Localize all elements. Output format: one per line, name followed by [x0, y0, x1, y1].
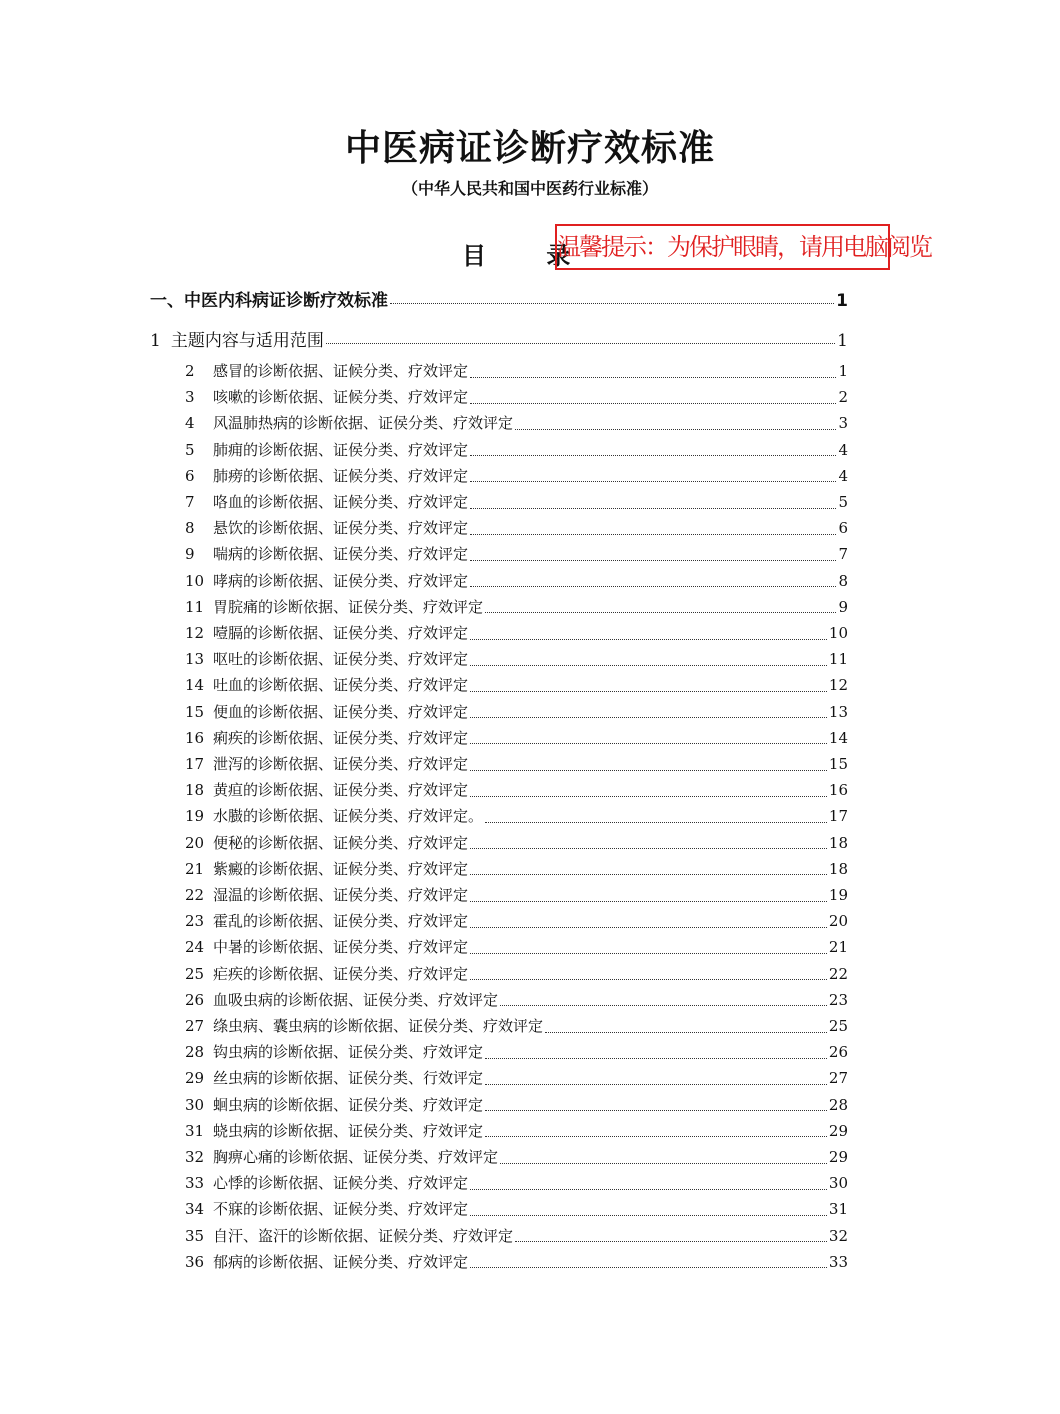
- toc-entry-number: 34: [185, 1200, 205, 1219]
- toc-entry[interactable]: [185, 517, 848, 541]
- toc-entry-page: 16: [828, 781, 848, 800]
- toc-entry-title: 郁病的诊断依据、证候分类、疗效评定: [213, 1252, 469, 1271]
- toc-entry[interactable]: [185, 465, 848, 489]
- toc-entry-title: 霍乱的诊断依据、证侯分类、疗效评定: [213, 912, 469, 931]
- toc-entry-page: 3: [838, 414, 848, 433]
- toc-dot-leader: [470, 953, 827, 954]
- toc-entry-page: 5: [838, 493, 848, 511]
- toc-entry[interactable]: [185, 1067, 848, 1091]
- toc-dot-leader: [470, 1267, 827, 1268]
- toc-entry-number: 26: [185, 990, 205, 1009]
- toc-entry[interactable]: [185, 858, 848, 882]
- toc-entry-page: 18: [828, 859, 848, 878]
- toc-entry-title: 水臌的诊断依据、证候分类、疗效评定。: [213, 807, 484, 826]
- toc-entry-page: 22: [828, 964, 848, 983]
- toc-dot-leader: [545, 1032, 827, 1033]
- toc-entry-title: 吐血的诊断依据、证侯分类、疗效评定: [213, 676, 469, 695]
- toc-entry-title: 蛔虫病的诊断依据、证侯分类、疗效评定: [213, 1095, 484, 1114]
- toc-entry-title: 咳嗽的诊断依据、证候分类、疗效评定: [213, 388, 469, 407]
- toc-entry-number: 18: [185, 781, 205, 800]
- toc-entry-title: 悬饮的诊断依据、证侯分类、疗效评定: [213, 519, 469, 538]
- toc-entry[interactable]: [185, 1251, 848, 1275]
- toc-dot-leader: [515, 1241, 827, 1242]
- toc-entry-number: 14: [185, 676, 205, 695]
- toc-entry-page: 29: [828, 1148, 848, 1166]
- toc-entry-title: 哮病的诊断依据、证侯分类、疗效评定: [213, 571, 469, 590]
- toc-entry[interactable]: [185, 989, 848, 1013]
- toc-entry-page: 28: [828, 1095, 848, 1114]
- toc-dot-leader: [485, 612, 836, 613]
- toc-entry[interactable]: [185, 386, 848, 410]
- toc-entry-page: 21: [828, 938, 848, 957]
- toc-entry-page: 19: [828, 886, 848, 904]
- toc-entry-number: 25: [185, 964, 205, 983]
- toc-dot-leader: [470, 848, 827, 849]
- toc-entry[interactable]: [185, 412, 848, 436]
- toc-entry-title: 肺痈的诊断依据、证侯分类、疗效评定: [213, 440, 469, 459]
- toc-entry-title: 黄疸的诊断依据、证侯分类、疗效评定: [213, 781, 469, 800]
- toc-entry-page: 27: [828, 1069, 848, 1088]
- toc-entry-number: 4: [185, 414, 195, 433]
- toc-entry-number: 27: [185, 1017, 205, 1035]
- toc-entry[interactable]: [185, 936, 848, 960]
- toc-entry-number: 16: [185, 728, 205, 747]
- toc-heading: 目 录: [462, 242, 597, 270]
- toc-entry[interactable]: [185, 674, 848, 698]
- toc-dot-leader: [470, 534, 836, 535]
- toc-entry-title: 中暑的诊断依据、证侯分类、疗效评定: [213, 938, 469, 957]
- toc-dot-leader: [390, 303, 834, 304]
- toc-dot-leader: [470, 586, 836, 587]
- toc-entry[interactable]: [185, 1120, 848, 1144]
- toc-entry-number: 29: [185, 1069, 205, 1088]
- toc-entry[interactable]: [150, 326, 848, 350]
- toc-entry[interactable]: [185, 570, 848, 594]
- toc-entry-title: 一、中医内科病证诊断疗效标准: [150, 291, 388, 311]
- toc-entry-number: 19: [185, 807, 205, 826]
- toc-entry-title: 痢疾的诊断依据、证侯分类、疗效评定: [213, 728, 469, 747]
- toc-dot-leader: [470, 743, 827, 744]
- toc-entry-number: 7: [185, 493, 195, 511]
- toc-entry-page: 2: [838, 388, 848, 407]
- toc-entry-number: 11: [185, 597, 205, 616]
- toc-entry-title: 胸痹心痛的诊断依据、证侯分类、疗效评定: [213, 1148, 499, 1166]
- toc-entry-title: 丝虫病的诊断依据、证侯分类、行效评定: [213, 1069, 484, 1088]
- toc-entry-number: 31: [185, 1121, 205, 1140]
- toc-entry[interactable]: [185, 648, 848, 672]
- toc-entry-number: 20: [185, 833, 205, 852]
- toc-entry[interactable]: [185, 491, 848, 515]
- toc-entry-number: 2: [185, 362, 195, 380]
- toc-entry-page: 26: [828, 1043, 848, 1062]
- toc-entry-title: 不寐的诊断依据、证候分类、疗效评定: [213, 1200, 469, 1219]
- toc-entry-title: 风温肺热病的诊断依据、证侯分类、疗效评定: [213, 414, 514, 433]
- toc-dot-leader: [470, 691, 827, 692]
- toc-dot-leader: [470, 874, 827, 875]
- toc-entry-page: 7: [838, 545, 848, 564]
- toc-entry[interactable]: [185, 1146, 848, 1170]
- toc-entry-title: 湿温的诊断依据、证侯分类、疗效评定: [213, 886, 469, 904]
- toc-entry-number: 36: [185, 1252, 205, 1271]
- toc-entry-title: 心悸的诊断依据、证候分类、疗效评定: [213, 1174, 469, 1193]
- toc-entry-number: 6: [185, 466, 195, 485]
- toc-entry[interactable]: [185, 963, 848, 987]
- toc-dot-leader: [485, 1110, 827, 1111]
- toc-entry-title: 呕吐的诊断依据、证侯分类、疗效评定: [213, 650, 469, 669]
- toc-entry-title: 紫癜的诊断依据、证候分类、疗效评定: [213, 859, 469, 878]
- toc-entry-number: 15: [185, 702, 205, 721]
- toc-entry-page: 23: [828, 990, 848, 1009]
- toc-entry-page: 33: [828, 1252, 848, 1271]
- toc-entry-page: 13: [828, 702, 848, 721]
- toc-entry-page: 1: [838, 362, 848, 380]
- toc-entry-title: 泄泻的诊断依据、证侯分类、疗效评定: [213, 755, 469, 773]
- toc-entry-title: 绦虫病、囊虫病的诊断依据、证侯分类、疗效评定: [213, 1017, 544, 1035]
- toc-entry-page: 4: [838, 440, 848, 459]
- toc-entry-title: 血吸虫病的诊断依据、证侯分类、疗效评定: [213, 990, 499, 1009]
- toc-entry-page: 20: [828, 912, 848, 931]
- toc-entry-title: 便血的诊断依据、证侯分类、疗效评定: [213, 702, 469, 721]
- toc-dot-leader: [485, 1058, 827, 1059]
- toc-entry[interactable]: [185, 1094, 848, 1118]
- toc-entry-number: 33: [185, 1174, 205, 1193]
- toc-dot-leader: [470, 979, 827, 980]
- toc-dot-leader: [485, 822, 827, 823]
- toc-entry-number: 17: [185, 755, 205, 773]
- toc-entry[interactable]: [185, 805, 848, 829]
- toc-entry-page: 15: [828, 755, 848, 773]
- toc-entry-page: 10: [828, 624, 848, 642]
- toc-entry-page: 1: [836, 291, 848, 311]
- toc-entry[interactable]: [185, 910, 848, 934]
- toc-entry-number: 8: [185, 519, 195, 538]
- toc-entry[interactable]: [185, 701, 848, 725]
- toc-entry-page: 14: [828, 728, 848, 747]
- toc-dot-leader: [485, 1136, 827, 1137]
- toc-entry[interactable]: [185, 884, 848, 908]
- toc-entry-number: 24: [185, 938, 205, 957]
- toc-entry-number: 5: [185, 440, 195, 459]
- toc-dot-leader: [470, 481, 836, 482]
- toc-entry[interactable]: [185, 1041, 848, 1065]
- toc-entry-number: 32: [185, 1148, 205, 1166]
- toc-entry-page: 32: [828, 1226, 848, 1245]
- toc-entry-page: 12: [828, 676, 848, 695]
- toc-dot-leader: [470, 455, 836, 456]
- toc-entry-title: 主题内容与适用范围: [170, 331, 324, 351]
- toc-dot-leader: [500, 1005, 827, 1006]
- eye-care-notice: 温馨提示：为保护眼睛，请用电脑阅览: [555, 224, 890, 270]
- toc-dot-leader: [515, 429, 836, 430]
- toc-dot-leader: [470, 901, 827, 902]
- toc-entry-page: 17: [828, 807, 848, 826]
- toc-dot-leader: [326, 343, 835, 344]
- toc-entry-title: 感冒的诊断依据、证候分类、疗效评定: [213, 362, 469, 380]
- toc-entry-number: 10: [185, 571, 205, 590]
- toc-entry-page: 6: [838, 519, 848, 538]
- toc-dot-leader: [470, 377, 836, 378]
- toc-entry[interactable]: [185, 439, 848, 463]
- toc-dot-leader: [470, 1215, 827, 1216]
- toc-entry-title: 钩虫病的诊断依据、证侯分类、疗效评定: [213, 1043, 484, 1062]
- toc-entry-title: 喘病的诊断依据、证侯分类、疗效评定: [213, 545, 469, 564]
- toc-entry-title: 噎膈的诊断依据、证侯分类、疗效评定: [213, 624, 469, 642]
- toc-entry-page: 30: [828, 1174, 848, 1193]
- toc-entry[interactable]: [185, 753, 848, 777]
- toc-entry-number: 21: [185, 859, 205, 878]
- toc-entry-page: 31: [828, 1200, 848, 1219]
- toc-entry-number: 12: [185, 624, 205, 642]
- toc-entry-page: 4: [838, 466, 848, 485]
- toc-dot-leader: [470, 1189, 827, 1190]
- toc-entry-title: 胃脘痛的诊断依据、证侯分类、疗效评定: [213, 597, 484, 616]
- toc-entry-page: 9: [838, 597, 848, 616]
- toc-entry-number: 13: [185, 650, 205, 669]
- toc-entry[interactable]: [185, 1198, 848, 1222]
- document-subtitle: （中华人民共和国中医药行业标准）: [401, 179, 658, 198]
- toc-dot-leader: [470, 508, 836, 509]
- toc-entry-title: 疟疾的诊断依据、证侯分类、疗效评定: [213, 964, 469, 983]
- toc-dot-leader: [470, 560, 836, 561]
- toc-entry-number: 9: [185, 545, 195, 564]
- toc-entry[interactable]: [185, 622, 848, 646]
- toc-dot-leader: [470, 639, 827, 640]
- toc-dot-leader: [470, 403, 836, 404]
- toc-entry[interactable]: [185, 1015, 848, 1039]
- toc-entry-page: 1: [837, 331, 848, 351]
- toc-dot-leader: [470, 796, 827, 797]
- toc-entry[interactable]: [185, 727, 848, 751]
- toc-dot-leader: [470, 927, 827, 928]
- toc-entry-number: 35: [185, 1226, 205, 1245]
- toc-entry-page: 11: [828, 650, 848, 669]
- toc-entry-title: 便秘的诊断依据、证候分类、疗效评定: [213, 833, 469, 852]
- toc-entry-page: 8: [838, 571, 848, 590]
- toc-dot-leader: [470, 717, 827, 718]
- toc-entry[interactable]: [185, 596, 848, 620]
- toc-entry-number: 30: [185, 1095, 205, 1114]
- toc-entry-title: 咯血的诊断依据、证候分类、疗效评定: [213, 493, 469, 511]
- toc-entry[interactable]: [150, 286, 848, 310]
- toc-dot-leader: [470, 665, 827, 666]
- toc-entry-title: 自汗、盗汗的诊断依据、证候分类、疗效评定: [213, 1226, 514, 1245]
- toc-entry[interactable]: [185, 1172, 848, 1196]
- document-title: 中医病证诊断疗效标准: [344, 128, 715, 169]
- toc-entry-page: 18: [828, 833, 848, 852]
- toc-entry-title: 肺痨的诊断依据、证候分类、疗效评定: [213, 466, 469, 485]
- toc-entry-page: 29: [828, 1121, 848, 1140]
- toc-entry-number: 28: [185, 1043, 205, 1062]
- toc-dot-leader: [485, 1084, 827, 1085]
- toc-entry-number: 23: [185, 912, 205, 931]
- toc-entry[interactable]: [185, 1225, 848, 1249]
- toc-entry-number: 1: [150, 331, 161, 351]
- toc-entry[interactable]: [185, 779, 848, 803]
- toc-entry-number: 22: [185, 886, 205, 904]
- toc-entry[interactable]: [185, 832, 848, 856]
- toc-entry[interactable]: [185, 543, 848, 567]
- toc-dot-leader: [500, 1163, 827, 1164]
- toc-dot-leader: [470, 770, 827, 771]
- toc-entry-page: 25: [828, 1017, 848, 1035]
- toc-entry-number: 3: [185, 388, 195, 407]
- toc-entry-title: 蛲虫病的诊断依据、证侯分类、疗效评定: [213, 1121, 484, 1140]
- toc-entry[interactable]: [185, 360, 848, 384]
